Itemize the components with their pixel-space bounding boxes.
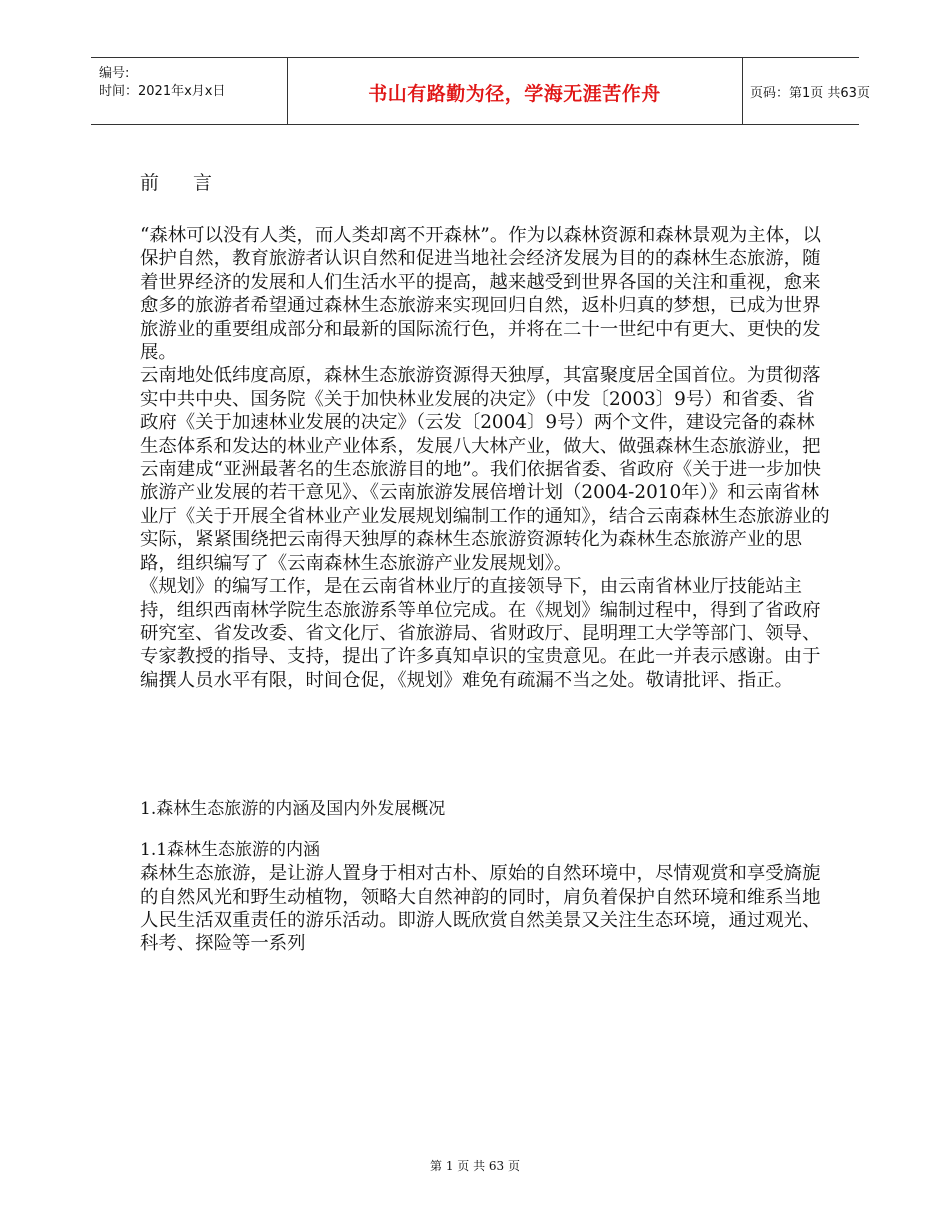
section-heading: 1.森林生态旅游的内涵及国内外发展概况: [140, 799, 446, 820]
document-number-label: 编号:: [99, 66, 130, 81]
document-body: [140, 169, 830, 956]
header-left-cell: [91, 58, 288, 124]
preface-paragraph-3: 《规划》的编写工作，是在云南省林业厅的直接领导下，由云南省林业厅技能站主持，组织西南林学院生态旅游系等单位完成。在《规划》编制过程中，得到了省政府研究室、省发改委、省文化厅、省旅游局、省财政厅、昆明理工大学等部门、领导、专家教授的指导、支持，提出了许多真知卓识的宝贵意见。在此一并表示感谢。由于编撰人员水平有限，时间仓促，《规划》难免有疏漏不当之处。敬请批评、指正。: [140, 576, 821, 691]
preface-paragraph-2: 云南地处低纬度高原，森林生态旅游资源得天独厚，其富聚度居全国首位。为贯彻落实中共中央、国务院《关于加快林业发展的决定》（中发〔2003〕9号）和省委、省政府《关于加速林业发展的决定》（云发〔2004〕9号）两个文件，建设完备的森林生态体系和发达的林业产业体系，发展八大林产业，做大、做强森林生态旅游业，把云南建成“亚洲最著名的生态旅游目的地”。我们依据省委、省政府《关于进一步加快旅游产业发展的若干意见》、《云南旅游发展倍增计划（2004-2010年）》和云南省林业厅《关于开展全省林业产业发展规划编制工作的通知》，结合云南森林生态旅游业的实际，紧紧围绕把云南得天独厚的森林生态旅游资源转化为森林生态旅游产业的思路，组织编写了《云南森林生态旅游产业发展规划》。: [140, 365, 830, 574]
preface-title: 前言: [140, 172, 247, 194]
header-right-cell: [742, 58, 870, 124]
header-page-info: 页码：第1页 共63页: [750, 86, 870, 101]
page-footer: 第 1 页 共 63 页: [430, 1159, 520, 1173]
subsection-heading: 1.1森林生态旅游的内涵: [140, 840, 321, 861]
document-time-label: 时间：2021年x月x日: [99, 84, 226, 99]
header-motto-cell: [287, 58, 743, 124]
section-paragraph: 森林生态旅游，是让游人置身于相对古朴、原始的自然环境中，尽情观赏和享受旖旎的自然风光和野生动植物，领略大自然神韵的同时，肩负着保护自然环境和维系当地人民生活双重责任的游乐活动。即游人既欣赏自然美景又关注生态环境，通过观光、科考、探险等一系列: [140, 863, 821, 955]
page-header: [91, 57, 870, 125]
preface-paragraph-1: “森林可以没有人类，而人类却离不开森林”。作为以森林资源和森林景观为主体，以保护自然，教育旅游者认识自然和促进当地社会经济发展为目的的森林生态旅游，随着世界经济的发展和人们生活水平的提高，越来越受到世界各国的关注和重视，愈来愈多的旅游者希望通过森林生态旅游来实现回归自然，返朴归真的梦想，已成为世界旅游业的重要组成部分和最新的国际流行色，并将在二十一世纪中有更大、更快的发展。: [140, 225, 821, 364]
header-motto: 书山有路勤为径，学海无涯苦作舟: [368, 83, 661, 105]
